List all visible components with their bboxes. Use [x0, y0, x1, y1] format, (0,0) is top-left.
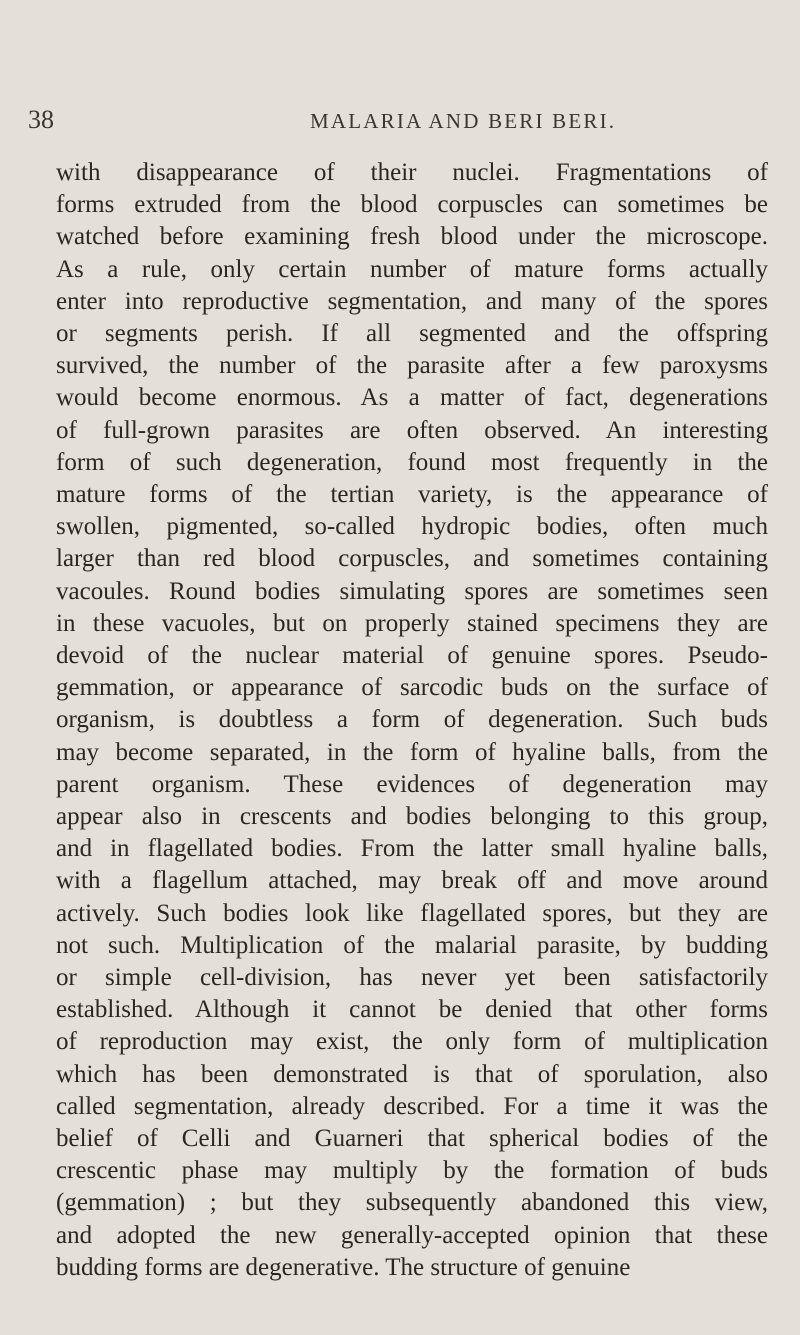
text-line: budding forms are degenerative. The structure of genuine [56, 1253, 631, 1281]
text-line: vacoules. Round bodies simulating spores are sometimes seen [56, 577, 768, 605]
text-line: would become enormous. As a matter of fact, degenerations [56, 384, 768, 412]
text-line: form of such degeneration, found most frequently in the [56, 448, 768, 476]
text-line: or segments perish. If all segmented and the offspring [56, 320, 768, 347]
text-line: gemmation, or appearance of sarcodic buds on the surface of [56, 674, 768, 702]
text-line: (gemmation) ; but they subsequently abandoned this view, [56, 1189, 768, 1217]
text-line: watched before examining fresh blood under the microscope. [56, 223, 768, 251]
running-title: MALARIA AND BERI BERI. [310, 109, 617, 133]
text-line: may become separated, in the form of hyaline balls, from the [56, 738, 768, 766]
text-line: crescentic phase may multiply by the formation of buds [56, 1157, 768, 1185]
text-line: and adopted the new generally-accepted opinion that these [56, 1221, 768, 1249]
text-line: appear also in crescents and bodies belonging to this group, [56, 803, 768, 830]
text-line: organism, is doubtless a form of degeneration. Such buds [56, 706, 768, 734]
text-line: devoid of the nuclear material of genuine spores. Pseudo- [56, 642, 768, 669]
text-line: swollen, pigmented, so-called hydropic bodies, often much [56, 513, 768, 541]
page-header [0, 104, 800, 136]
text-line: survived, the number of the parasite after a few paroxysms [56, 352, 768, 380]
text-line: and in flagellated bodies. From the latter small hyaline balls, [56, 835, 768, 863]
text-line: belief of Celli and Guarneri that spherical bodies of the [56, 1125, 768, 1152]
text-line: or simple cell-division, has never yet been satisfactorily [56, 964, 768, 991]
text-line: forms extruded from the blood corpuscles can sometimes be [56, 191, 768, 219]
text-line: with disappearance of their nuclei. Fragmentations of [56, 159, 768, 186]
text-line: mature forms of the tertian variety, is the appearance of [56, 481, 768, 508]
page-number: 38 [28, 105, 54, 134]
text-line: with a flagellum attached, may break off and move around [56, 867, 768, 895]
text-line: which has been demonstrated is that of sporulation, also [56, 1060, 768, 1088]
text-line: called segmentation, already described. For a time it was the [56, 1092, 768, 1120]
text-line: of reproduction may exist, the only form of multiplication [56, 1028, 768, 1056]
text-line: in these vacuoles, but on properly stained specimens they are [56, 609, 768, 637]
text-line: not such. Multiplication of the malarial parasite, by budding [56, 931, 768, 959]
text-line: As a rule, only certain number of mature forms actually [56, 255, 768, 283]
text-line: of full-grown parasites are often observed. An interesting [56, 416, 768, 444]
text-line: actively. Such bodies look like flagellated spores, but they are [56, 899, 768, 927]
text-line: established. Although it cannot be denied that other forms [56, 996, 768, 1024]
text-line: enter into reproductive segmentation, and many of the spores [56, 287, 768, 315]
text-line: larger than red blood corpuscles, and sometimes containing [56, 545, 768, 573]
text-line: parent organism. These evidences of degeneration may [56, 770, 768, 798]
